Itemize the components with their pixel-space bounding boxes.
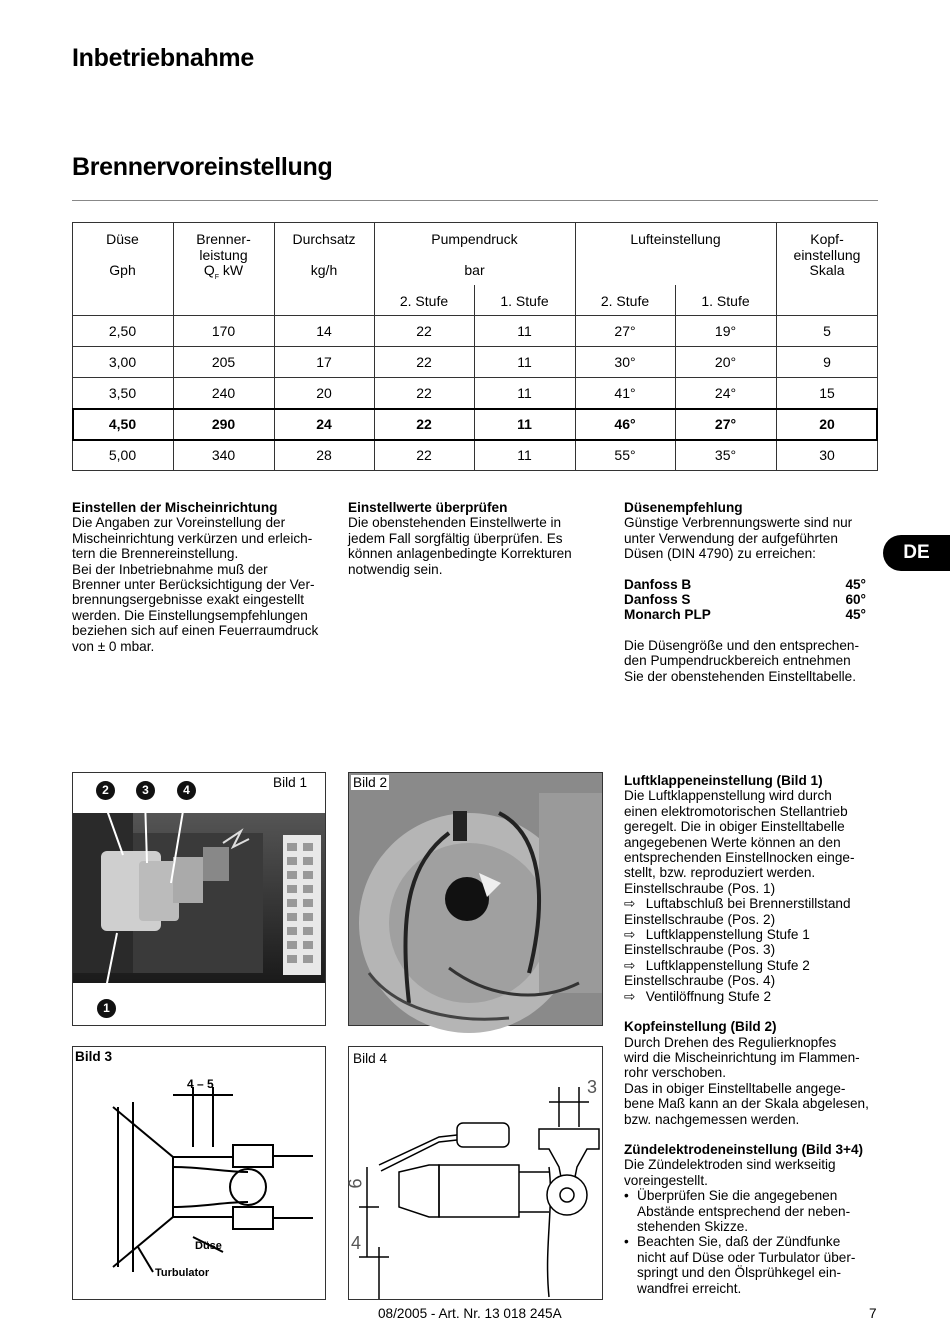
text-line: bene Maß kann an der Skala abgelesen,	[624, 1096, 869, 1112]
text-line: den Pumpendruckbereich entnehmen	[624, 653, 851, 669]
td-duese: 3,00	[108, 354, 137, 370]
arrow-item	[624, 927, 880, 942]
arrow-item	[624, 989, 880, 1004]
text-luftklappe	[624, 773, 880, 1296]
footer-article-number: 08/2005 - Art. Nr. 13 018 245A	[378, 1306, 562, 1321]
th-pump-stufe2: 2. Stufe	[399, 293, 449, 309]
bullet-icon: •	[624, 1234, 629, 1250]
table-row-highlighted	[72, 409, 878, 440]
bild4-dim-6: 6	[345, 1178, 366, 1189]
text-line: springt und den Ölsprühkegel ein-	[637, 1265, 842, 1281]
nozzle-name: Monarch PLP	[624, 607, 711, 623]
td-luft-stufe1: 27°	[714, 416, 737, 432]
td-pump-stufe1: 11	[517, 385, 532, 401]
bild2-label: Bild 2	[353, 775, 388, 790]
einstellwerte-title: Einstellwerte überprüfen	[348, 500, 508, 515]
text-line: wird die Mischeinrichtung im Flammen-	[624, 1049, 860, 1065]
td-duese: 5,00	[108, 447, 137, 463]
text-line: Bei der Inbetriebnahme muß der	[72, 561, 268, 577]
nozzle-row	[624, 577, 866, 592]
section-heading: Brennervoreinstellung	[72, 153, 333, 181]
text-line: Abstände entsprechend der neben-	[637, 1203, 851, 1219]
item-text: Luftklappenstellung Stufe 2	[645, 957, 810, 973]
arrow-item	[624, 958, 880, 973]
th-brenner-1: Brenner-	[196, 231, 251, 247]
kopf-title: Kopfeinstellung (Bild 2)	[624, 1019, 777, 1035]
text-line: Das in obiger Einstelltabelle angege-	[624, 1080, 846, 1096]
td-pump-stufe2: 22	[416, 354, 432, 370]
mischeinrichtung-title: Einstellen der Mischeinrichtung	[72, 500, 278, 515]
text-line: brennungsergebnisse exakt eingestellt	[72, 592, 305, 608]
th-bar: bar	[464, 262, 485, 278]
text-line: werden. Die Einstellungsempfehlungen	[72, 607, 308, 623]
td-kopf: 30	[819, 447, 835, 463]
text-line: geregelt. Die in obiger Einstelltabelle	[624, 819, 845, 835]
td-duese: 2,50	[108, 323, 137, 339]
text-line: Die Luftklappenstellung wird durch	[624, 788, 832, 804]
th-duese: Düse	[106, 231, 139, 247]
td-pump-stufe2: 22	[416, 416, 432, 432]
td-leistung: 290	[211, 416, 236, 432]
td-kopf: 20	[819, 416, 835, 432]
settings-table	[72, 222, 878, 471]
callout-4: 4	[177, 781, 196, 800]
text-line: Durch Drehen des Regulierknopfes	[624, 1034, 837, 1050]
text-line: nicht auf Düse oder Turbulator über-	[637, 1249, 856, 1265]
text-line: bzw. nachgemessen werden.	[624, 1111, 800, 1127]
text-line: Die Zündelektroden sind werkseitig	[624, 1157, 836, 1173]
text-line: entsprechenden Einstellnocken einge-	[624, 850, 855, 866]
table-row	[72, 316, 878, 347]
bild1-label: Bild 1	[273, 775, 308, 790]
text-einstellwerte	[348, 500, 613, 577]
th-qf-kw	[173, 263, 274, 285]
burner-head-photo	[349, 773, 602, 1025]
figure-bild4	[345, 1046, 603, 1300]
arrow-item	[624, 896, 880, 911]
th-brenner-2: leistung	[199, 247, 248, 263]
nozzle-row	[624, 592, 866, 607]
nozzle-angle: 45°	[845, 576, 866, 592]
td-luft-stufe2: 55°	[614, 447, 636, 463]
text-line: Sie der obenstehenden Einstelltabelle.	[624, 668, 857, 684]
th-qf-sub: F	[214, 273, 220, 281]
td-kopf: 9	[823, 354, 831, 370]
bullet-item	[624, 1234, 880, 1296]
figure-bild3	[72, 1046, 326, 1300]
electrode-diagram-bild4	[349, 1047, 602, 1299]
td-leistung: 205	[211, 354, 236, 370]
figure-bild1	[72, 772, 326, 1026]
arrow-right-icon: ⇨	[624, 988, 636, 1004]
text-line: jedem Fall sorgfältig überprüfen. Es	[348, 530, 563, 546]
th-kopf-1: Kopf-	[810, 231, 844, 247]
th-durchsatz: Durchsatz	[292, 231, 356, 247]
td-durchsatz: 17	[316, 354, 332, 370]
table-row	[72, 347, 878, 378]
td-luft-stufe2: 46°	[614, 416, 636, 432]
text-line: beziehen sich auf einen Feuerraumdruck	[72, 623, 319, 639]
td-pump-stufe1: 11	[517, 416, 532, 432]
bild3-label: Bild 3	[75, 1049, 113, 1064]
th-luft-stufe1: 1. Stufe	[701, 293, 750, 309]
page-heading: Inbetriebnahme	[72, 44, 254, 72]
td-duese: 4,50	[108, 416, 137, 432]
bild4-label: Bild 4	[353, 1051, 388, 1066]
td-kopf: 15	[819, 385, 835, 401]
arrow-right-icon: ⇨	[624, 957, 636, 973]
text-line: Einstellschraube (Pos. 1)	[624, 880, 776, 896]
td-luft-stufe1: 35°	[714, 447, 737, 463]
nozzle-row	[624, 607, 866, 622]
text-line: stehenden Skizze.	[637, 1218, 749, 1234]
td-pump-stufe1: 11	[517, 323, 532, 339]
th-gph: Gph	[109, 262, 136, 278]
text-duesenempfehlung	[624, 500, 874, 684]
text-line: Brenner unter Berücksichtigung der Ver-	[72, 577, 315, 593]
page-number: 7	[869, 1306, 877, 1321]
th-kopf-3: Skala	[809, 262, 845, 278]
text-line: rohr verschoben.	[624, 1065, 727, 1081]
td-durchsatz: 24	[316, 416, 332, 432]
text-line: Die Düsengröße und den entsprechen-	[624, 637, 860, 653]
text-line: voreingestellt.	[624, 1172, 708, 1188]
td-pump-stufe1: 11	[517, 354, 532, 370]
duesenempfehlung-title: Düsenempfehlung	[624, 500, 743, 515]
text-line: Einstellschraube (Pos. 4)	[624, 973, 776, 989]
td-luft-stufe2: 41°	[614, 385, 636, 401]
nozzle-name: Danfoss S	[624, 592, 691, 608]
nozzle-angle: 60°	[845, 592, 866, 608]
td-durchsatz: 20	[316, 385, 332, 401]
heading-rule	[72, 200, 878, 201]
text-line: Die Angaben zur Voreinstellung der	[72, 515, 286, 531]
text-line: können anlagenbedingte Korrekturen	[348, 546, 572, 562]
table-row	[72, 440, 878, 471]
item-text: Ventilöffnung Stufe 2	[645, 988, 771, 1004]
text-line: Mischeinrichtung verkürzen und erleich-	[72, 530, 313, 546]
text-mischeinrichtung	[72, 500, 337, 654]
th-kw: kW	[219, 262, 244, 278]
td-kopf: 5	[823, 323, 831, 339]
callout-3: 3	[136, 781, 155, 800]
text-line: wandfrei erreicht.	[637, 1280, 742, 1296]
td-leistung: 170	[211, 323, 236, 339]
text-line: angegebenen Werte können an den	[624, 834, 841, 850]
th-luft-stufe2: 2. Stufe	[600, 293, 650, 309]
text-line: Einstellschraube (Pos. 3)	[624, 942, 776, 958]
text-line: Einstellschraube (Pos. 2)	[624, 911, 776, 927]
th-lufteinstellung: Lufteinstellung	[630, 231, 721, 247]
th-pumpendruck: Pumpendruck	[431, 231, 518, 247]
text-line: unter Verwendung der aufgeführten	[624, 530, 838, 546]
item-text: Luftklappenstellung Stufe 1	[645, 927, 810, 943]
text-line: von ± 0 mbar.	[72, 638, 155, 654]
th-kgh: kg/h	[310, 262, 338, 278]
td-luft-stufe2: 30°	[614, 354, 636, 370]
th-pump-stufe1: 1. Stufe	[500, 293, 549, 309]
td-duese: 3,50	[108, 385, 137, 401]
td-durchsatz: 28	[316, 447, 332, 463]
item-text: Luftabschluß bei Brennerstillstand	[645, 896, 851, 912]
arrow-right-icon: ⇨	[624, 896, 636, 912]
td-durchsatz: 14	[316, 323, 332, 339]
th-qf: Q	[203, 262, 215, 278]
text-line: Beachten Sie, daß der Zündfunke	[637, 1234, 841, 1250]
bild4-dim-4: 4	[351, 1233, 362, 1253]
callout-1: 1	[96, 998, 117, 1019]
arrow-right-icon: ⇨	[624, 927, 636, 943]
td-luft-stufe1: 19°	[714, 323, 737, 339]
text-line: Düsen (DIN 4790) zu erreichen:	[624, 546, 816, 562]
td-luft-stufe1: 20°	[714, 354, 737, 370]
text-line: Überprüfen Sie die angegebenen	[637, 1188, 838, 1204]
bild3-duese-label: Düse	[195, 1240, 222, 1252]
td-leistung: 340	[211, 447, 236, 463]
callout-2: 2	[96, 781, 115, 800]
bild3-dimension: 4 – 5	[187, 1077, 214, 1091]
language-badge: DE	[883, 535, 950, 571]
luftklappe-title: Luftklappeneinstellung (Bild 1)	[624, 773, 823, 788]
table-row	[72, 378, 878, 409]
bullet-item	[624, 1188, 880, 1234]
td-luft-stufe2: 27°	[614, 323, 636, 339]
td-pump-stufe2: 22	[416, 323, 432, 339]
nozzle-angle: 45°	[845, 607, 866, 623]
text-line: Die obenstehenden Einstellwerte in	[348, 515, 562, 531]
text-line: Günstige Verbrennungswerte sind nur	[624, 515, 853, 531]
td-leistung: 240	[211, 385, 236, 401]
zuend-title: Zündelektrodeneinstellung (Bild 3+4)	[624, 1141, 864, 1157]
text-line: stellt, bzw. reproduziert werden.	[624, 865, 816, 881]
text-line: tern die Brennereinstellung.	[72, 546, 239, 562]
td-pump-stufe2: 22	[416, 385, 432, 401]
bild3-turbulator-label: Turbulator	[155, 1267, 210, 1279]
actuator-photo	[73, 773, 325, 1025]
td-pump-stufe1: 11	[517, 447, 532, 463]
bild4-dim-3: 3	[587, 1077, 598, 1097]
figure-bild2	[348, 772, 603, 1026]
text-line: notwendig sein.	[348, 561, 443, 577]
text-line: einen elektromotorischen Stellantrieb	[624, 803, 848, 819]
td-pump-stufe2: 22	[416, 447, 432, 463]
bullet-icon: •	[624, 1188, 629, 1204]
td-luft-stufe1: 24°	[714, 385, 737, 401]
th-kopf-2: einstellung	[793, 247, 861, 263]
nozzle-name: Danfoss B	[624, 576, 692, 592]
